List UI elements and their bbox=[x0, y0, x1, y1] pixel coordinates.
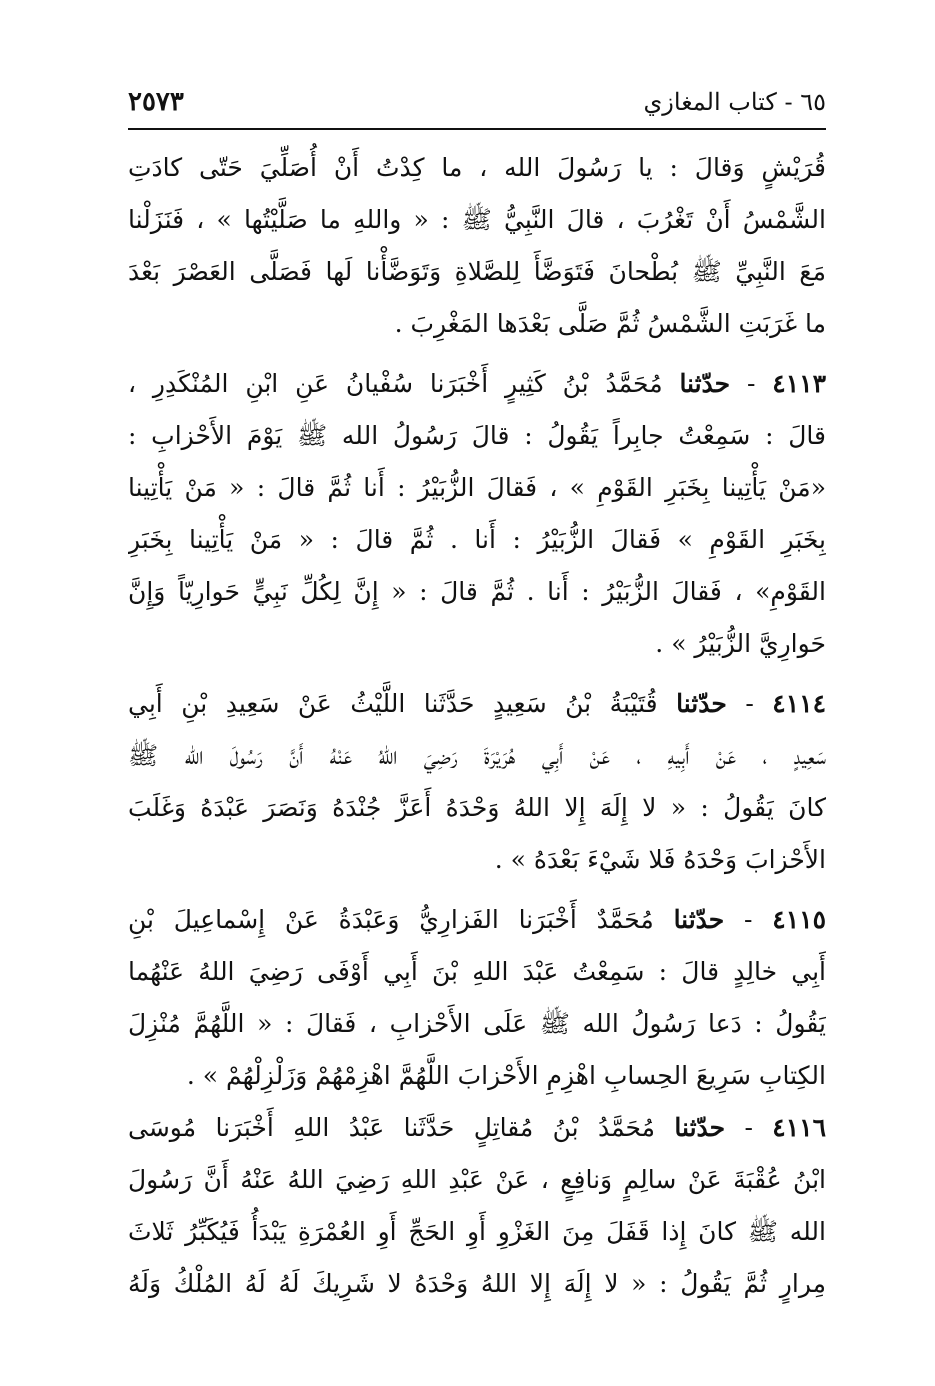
page-number: ٢٥٧٣ bbox=[128, 87, 184, 117]
text-line-rest: مُحَمَّدُ بْنُ كَثِيرٍ أَخْبَرَنا سُفْيانُ عَنِ ابْنِ المُنْكَدِرِ ، bbox=[128, 369, 680, 398]
text-line: «مَنْ يَأْتِينا بِخَبَرِ القَوْمِ » ، فَقالَ الزُّبَيْرُ : أَنا ثُمَّ قالَ : « مَنْ يَأْتِينا bbox=[128, 473, 826, 502]
text-line: سَعِيدٍ ، عَنْ أَبِيهِ ، عَنْ أَبِي هُرَيْرَةَ رَضِيَ اللهُ عَنْهُ أَنَّ رَسُولَ الله ﷺ bbox=[128, 741, 826, 770]
text-line-rest: مُحَمَّدُ بْنُ مُقاتِلٍ حَدَّثَنا عَبْدُ اللهِ أَخْبَرَنا مُوسَى bbox=[128, 1113, 675, 1142]
hadith-lead-word: حدّثنا bbox=[673, 905, 725, 934]
hadith-number: ٤١١٣ bbox=[772, 369, 826, 398]
hadith-lead-word: حدّثنا bbox=[676, 689, 727, 718]
header-rule bbox=[128, 128, 826, 130]
paragraph-continuation bbox=[128, 142, 826, 350]
text-line-rest: قُتَيْبَةُ بْنُ سَعِيدٍ حَدَّثَنا اللَّيْثُ عَنْ سَعِيدِ بْنِ أَبِي bbox=[128, 689, 677, 718]
text-line: بِخَبَرِ القَوْمِ » فَقالَ الزُّبَيْرُ : أَنا . ثُمَّ قالَ : « مَنْ يَأْتِينا بِخَبَرِ bbox=[128, 525, 826, 554]
text-line: حَوارِيَّ الزُّبَيْرُ » . bbox=[655, 629, 826, 658]
hadith-first-line bbox=[128, 678, 826, 730]
hadith-number: ٤١١٦ bbox=[772, 1113, 826, 1142]
text-line: قُرَيْشٍ وَقالَ : يا رَسُولَ الله ، ما كِدْتُ أَنْ أُصَلِّيَ حَتّى كادَتِ bbox=[128, 153, 826, 182]
hadith-number: ٤١١٥ bbox=[772, 905, 826, 934]
text-line: قالَ : سَمِعْتُ جابِراً يَقُولُ : قالَ رَسُولُ الله ﷺ يَوْمَ الأَحْزابِ : bbox=[128, 421, 826, 450]
hadith-4116 bbox=[128, 1102, 826, 1310]
text-line: الشَّمْسُ أَنْ تَغْرُبَ ، قالَ النَّبِيُّ ﷺ : « واللهِ ما صَلَّيْتُها » ، فَنَزَلْنا bbox=[128, 205, 826, 234]
text-line: مِرارٍ ثُمَّ يَقُولُ : « لا إِلَهَ إِلا اللهُ وَحْدَهُ لا شَرِيكَ لَهُ لَهُ المُلْكُ وَلَهُ bbox=[128, 1269, 826, 1298]
section-title: ٦٥ - كتاب المغازي bbox=[643, 88, 826, 116]
hadith-dash: - bbox=[724, 905, 773, 934]
hadith-dash: - bbox=[725, 1113, 773, 1142]
text-line-rest: مُحَمَّدٌ أَخْبَرَنا الفَزارِيُّ وَعَبْدَةُ عَنْ إِسْماعِيلَ بْنِ bbox=[128, 905, 674, 934]
hadith-first-line bbox=[128, 894, 826, 946]
text-line: أَبِي خالِدٍ قالَ : سَمِعْتُ عَبْدَ اللهِ بْنَ أَبِي أَوْفَى رَضِيَ اللهُ عَنْهُما bbox=[128, 957, 826, 986]
text-line: كانَ يَقُولُ : « لا إِلَهَ إِلا اللهُ وَحْدَهُ أَعَزَّ جُنْدَهُ وَنَصَرَ عَبْدَهُ وَغَلَبَ bbox=[128, 793, 826, 822]
text-line: الأَحْزابَ وَحْدَهُ فَلا شَيْءَ بَعْدَهُ » . bbox=[494, 845, 826, 874]
text-line: ما غَرَبَتِ الشَّمْسُ ثُمَّ صَلَّى بَعْدَها المَغْرِبَ . bbox=[394, 309, 826, 338]
hadith-number: ٤١١٤ bbox=[772, 689, 826, 718]
text-line: الكِتابِ سَرِيعَ الحِسابِ اهْزِمِ الأَحْزابَ اللَّهُمَّ اهْزِمْهُمْ وَزَلْزِلْهُمْ » . bbox=[186, 1061, 826, 1090]
hadith-dash: - bbox=[726, 689, 773, 718]
text-line: مَعَ النَّبِيِّ ﷺ بُطْحانَ فَتَوَضَّأَ لِلصَّلاةِ وَتَوَضَّأْنا لَها فَصَلَّى العَصْرَ بَعْدَ bbox=[128, 257, 826, 286]
text-body bbox=[128, 142, 826, 1310]
hadith-4113 bbox=[128, 358, 826, 670]
hadith-4114 bbox=[128, 678, 826, 886]
hadith-lead-word: حدّثنا bbox=[674, 1113, 726, 1142]
hadith-first-line bbox=[128, 358, 826, 410]
text-line: ابْنُ عُقْبَةَ عَنْ سالِمٍ وَنافِعٍ ، عَنْ عَبْدِ اللهِ رَضِيَ اللهُ عَنْهُ أَنَّ رَسُولَ bbox=[128, 1165, 826, 1194]
text-line: الله ﷺ كانَ إِذا قَفَلَ مِنَ الغَزْوِ أَوِ الحَجِّ أَوِ العُمْرَةِ يَبْدَأُ فَيُكَبِّرُ ثَلاثَ bbox=[128, 1217, 826, 1246]
hadith-4115 bbox=[128, 894, 826, 1102]
hadith-lead-word: حدّثنا bbox=[679, 369, 731, 398]
page-header bbox=[128, 82, 826, 128]
text-line: القَوْمِ» ، فَقالَ الزُّبَيْرُ : أَنا . ثُمَّ قالَ : « إِنَّ لِكُلِّ نَبِيٍّ حَوارِيّاً وَإِنَّ bbox=[128, 577, 826, 606]
text-line: يَقُولُ : دَعا رَسُولُ الله ﷺ عَلَى الأَحْزابِ ، فَقالَ : « اللَّهُمَّ مُنْزِلَ bbox=[128, 1009, 826, 1038]
hadith-first-line bbox=[128, 1102, 826, 1154]
hadith-dash: - bbox=[730, 369, 773, 398]
